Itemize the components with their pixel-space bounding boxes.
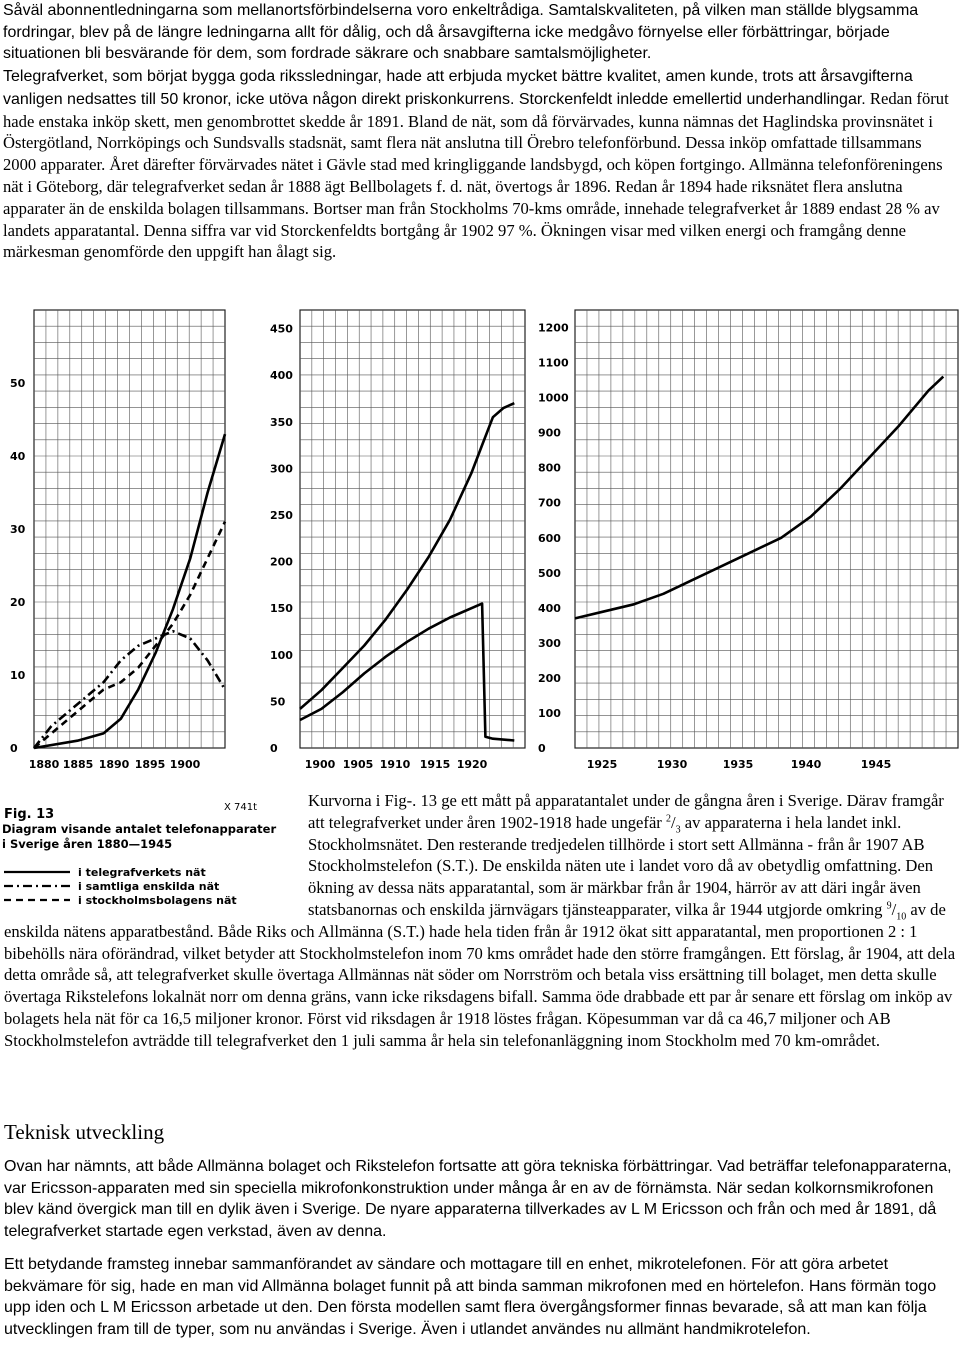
y-tick-label: 900 xyxy=(538,426,561,440)
x-tick-label: 1885 xyxy=(62,758,94,771)
y-tick-label: 0 xyxy=(270,742,278,755)
x-tick-label: 1920 xyxy=(456,758,488,771)
fraction-denominator: 10 xyxy=(896,911,907,923)
intro-paragraph: Såväl abonnentledningarna som mellanortsförbindelserna voro enkeltrådiga. Samtalskvaliteten, på vilken man ställde blygsamma fordringar, blev på de längre ledningarna allt för dålig, och då årsavgifterna icke medgåvo förnyelse eller förbättringar, började situationen bli besvärande för dem, som fordrade säkrare och snabbare samtalsmöjligheter. xyxy=(3,2,919,62)
x-tick-label: 1905 xyxy=(342,758,374,771)
y-tick-label: 10 xyxy=(10,669,26,682)
section-paragraph-2: Ett betydande framsteg innebar sammanförandet av sändare och mottagare till en enhet, mikrotelefonen. För att göra arbetet bekvämare för sig, hade en man vid Allmänna bolaget funnit på att binda samman mikrofonen med en hörtelefon. Hans förmän togo upp iden och L M Ericsson arbetade ut den. Den första modellen samt flera övergångsformer finnas bevarade, så att man kan följa utvecklingen fram till de typer, som nu användas i Sverige. Även i utlandet användes nu allmänt handmikrotelefon. xyxy=(4,1256,937,1338)
y-tick-label: 30 xyxy=(10,523,26,536)
y-tick-label: 200 xyxy=(538,671,561,685)
y-tick-label: 300 xyxy=(538,636,561,650)
y-tick-label: 100 xyxy=(270,648,293,662)
x-tick-label: 1880 xyxy=(28,758,60,771)
x-tick-label: 1925 xyxy=(586,758,618,771)
y-tick-label: 1200 xyxy=(538,321,569,335)
purchases-text: Redan förut hade enstaka inköp skett, men genombrottet skedde år 1891. Bland de nät, som då förvärvades, kunna nämnas det Haglindska provinsnätet i Östergötland, Norrköpings och Sundsvalls stadsnät, samt flera nät anslutna till Örebro telefonförbund. Dessa inköp omfattade tillsammans 2000 apparater. Året därefter förvärvades nätet i Gävle stad med kringliggande landsbygd, och köpen fortgingo. Allmänna telefonföreningens nät i Göteborg, där telegrafverket sedan år 1888 ägt Bellbolagets f. d. nät, övertogs år 1896. Redan år 1894 hade riksnätet flera anslutna apparater än de enskilda bolagen tillsammans. Bortser man från Stockholms 70-kms område, innehade telegrafverket år 1889 endast 28 % av landets apparatantal. Denna siffra var vid Storckenfeldts bortgång år 1902 97 %. Ökningen visar med vilken energi och framgång denne märkesman genomförde den uppgift han ålagt sig. xyxy=(3,88,949,262)
y-tick-label: 1100 xyxy=(538,356,569,370)
chart-panel-1920-1945 xyxy=(538,310,958,771)
y-tick-label: 0 xyxy=(538,742,546,755)
fraction-numerator: 9 xyxy=(886,900,892,912)
telegrafverket-paragraph xyxy=(3,65,957,263)
panel-frame xyxy=(300,310,525,748)
legend-label: i telegrafverkets nät xyxy=(78,866,206,879)
y-tick-label: 150 xyxy=(270,602,293,616)
x-tick-label: 1900 xyxy=(169,758,201,771)
y-tick-label: 40 xyxy=(10,450,26,463)
chart-panels xyxy=(10,310,958,771)
y-tick-label: 800 xyxy=(538,461,561,475)
figure-commentary: Kurvorna i Fig-. 13 ge ett mått på apparatantalet under de gångna åren i Sverige. Därav framgår att telegrafverket under åren 1902-1918 hade ungefär $^2/_3$ av apparaterna i hela landet inkl. Stockholmsnätet. Den resterande tredjedelen tillhörde i stort sett Allmänna - från år 1907 AB Stockholmstelefon (S.T.). De enskilda näten ute i landet voro då av obetydlig omfattning. Den ökning av dessa näts apparatantal, som är märkbar från år 1904, härrör av att däri ingår även statsbanornas och enskilda järnvägars tjänsteapparater, vilka år 1944 utgjorde omkring $^9/_{10}$ av de enskilda nätens apparatbestånd. Både Riks och Allmänna (S.T.) hade hela tiden från år 1912 ökat sitt apparatantal, men proportionen 2 : 1 bibehölls nära oförändrad, vilket betyder att Stockholmstelefon inom 70 kms området hade den större framgången. Ett förslag, år 1904, att dela detta område så, att telegrafverket skulle övertaga Allmännas nät söder om Norrström och betala viss ersättning till bolaget, men detta skulle övertaga Rikstelefons lokalnät norr om denna gräns, vann icke riksdagens bifall. Samma öde drabbade ett par år senare ett förslag om inköp av bolagets hela nät för ca 16,5 miljoner kronor. Först vid riksdagen år 1918 löstes frågan. Köpesumman var då ca 46,7 miljoner och AB Stockholmstelefon avträdde till telegrafverket den 1 juli samma år hela sin telefonanläggning inom Stockholm med 70 km-området. xyxy=(4,791,956,1050)
telephone-chart-figure xyxy=(0,292,960,784)
telegrafverket-sentence: Telegrafverket, som börjat bygga goda rikssledningar, hade att erbjuda mycket bättre kvalitet, amen kunde, trots att årsavgifterna vanligen nedsattes till 50 kronor, icke utöva någon direkt priskonkurrens. Storckenfeldt inledde emellertid underhandlingar. xyxy=(3,68,913,108)
x-tick-label: 1900 xyxy=(304,758,336,771)
section-paragraph-1: Ovan har nämnts, att både Allmänna bolaget och Rikstelefon fortsatte att göra tekniska förbättringar. Vad beträffar telefonapparaterna, var Ericsson-apparaten med sin speciella mikrofonkonstruktion under många år en av de förnämsta. När sedan kolkornsmikrofonen blev känd övergick man till en dylik även i Sverige. De nyare apparaterna tillverkades av L M Ericsson och från och med år 1891, då telegrafverket startade egen verkstad, även av denna. xyxy=(4,1158,952,1240)
y-tick-label: 300 xyxy=(270,462,293,476)
y-tick-label: 250 xyxy=(270,509,293,523)
legend-label: i stockholmsbolagens nät xyxy=(78,894,237,907)
fig-caption-title: Diagram visande antalet telefonapparater i Sverige åren 1880—1945 xyxy=(2,822,277,851)
y-tick-label: 20 xyxy=(10,596,26,609)
y-tick-label: 50 xyxy=(10,377,26,390)
section-heading: Teknisk utveckling xyxy=(4,1120,165,1144)
archive-stamp: X 741t xyxy=(224,802,258,813)
y-tick-label: 350 xyxy=(270,415,293,429)
chart-panel-1900-1920 xyxy=(270,310,525,771)
y-tick-label: 400 xyxy=(538,601,561,615)
x-tick-label: 1930 xyxy=(656,758,688,771)
x-tick-label: 1935 xyxy=(722,758,754,771)
fraction-denominator: 3 xyxy=(675,824,681,836)
y-tick-label: 600 xyxy=(538,531,561,545)
x-tick-label: 1915 xyxy=(419,758,451,771)
chart-panel-1880-1900 xyxy=(10,310,225,771)
x-tick-label: 1910 xyxy=(379,758,411,771)
fig-label: Fig. 13 xyxy=(4,807,55,822)
y-tick-label: 450 xyxy=(270,322,293,336)
y-tick-label: 400 xyxy=(270,369,293,383)
y-tick-label: 50 xyxy=(270,695,286,709)
y-tick-label: 0 xyxy=(10,742,18,755)
y-tick-label: 100 xyxy=(538,706,561,720)
y-tick-label: 700 xyxy=(538,496,561,510)
y-tick-label: 200 xyxy=(270,555,293,569)
legend-label: i samtliga enskilda nät xyxy=(78,880,220,893)
fraction-numerator: 2 xyxy=(666,813,671,825)
y-tick-label: 1000 xyxy=(538,391,569,405)
y-tick-label: 500 xyxy=(538,566,561,580)
x-tick-label: 1945 xyxy=(860,758,892,771)
x-tick-label: 1890 xyxy=(98,758,130,771)
x-tick-label: 1940 xyxy=(790,758,822,771)
x-tick-label: 1895 xyxy=(134,758,166,771)
